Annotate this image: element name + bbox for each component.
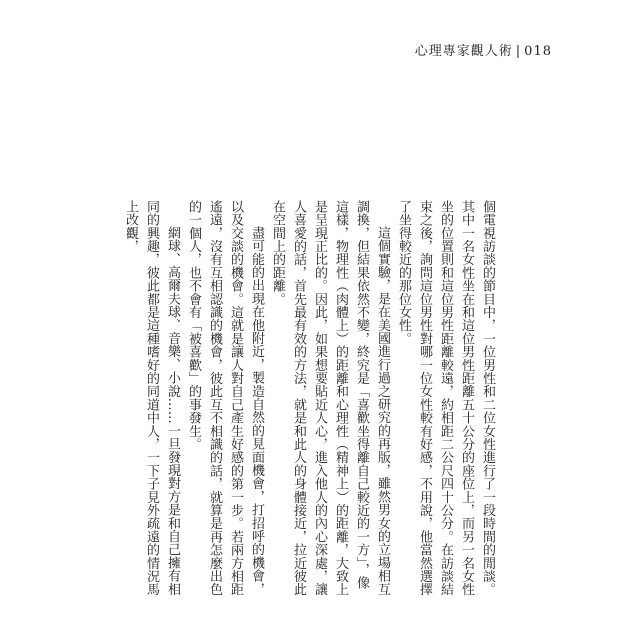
paragraph: 盡可能的出現在他附近，製造自然的見面機會，打招呼的機會，以及交談的機會。這就是讓人對自己產生好感的第一步。若兩方相距遙遠，沒有互相認識的機會，彼此互不相識的話，就算是再怎麼出色的一個人，也不會有「被喜歡」的事發生。 xyxy=(186,200,264,596)
body-text xyxy=(120,200,498,600)
paragraph: 這個實驗，是在美國進行過之研究的再版，雖然男女的立場相互調換，但結果依然不變，終究是「喜歡坐得離自己較近的一方」，像這樣，物理性（肉體上）的距離和心理性（精神上）的距離，大致上是呈現正比的。因此，如果想要貼近人心，進入他人的內心深處，讓人喜愛的話，首先最有效的方法，就是和此人的身體接近，拉近彼此在空間上的距離。 xyxy=(270,200,390,596)
paragraph: 網球、高爾夫球、音樂、小說……一旦發現對方是和自己擁有相同的興趣，彼此都是這種嗜好的同道中人，一下子見外疏遠的情況馬上改觀， xyxy=(123,200,180,596)
book-title: 心理專家觀人術 xyxy=(414,44,513,59)
paragraph: 個電視訪談的節目中，一位男性和二位女性進行了一段時間的閒談。其中一名女性坐在和這位男性距離五十公分的座位上，而另一名女性坐的位置則和這位男性距離較遠，約相距二公尺四十公分。在訪談結束之後，詢問這位男性對哪一位女性較有好感，不用說，他當然選擇了坐得較近的那位女性。 xyxy=(396,200,495,596)
header-separator: | xyxy=(515,44,522,59)
running-head xyxy=(415,40,552,59)
page-number: 018 xyxy=(524,44,552,59)
